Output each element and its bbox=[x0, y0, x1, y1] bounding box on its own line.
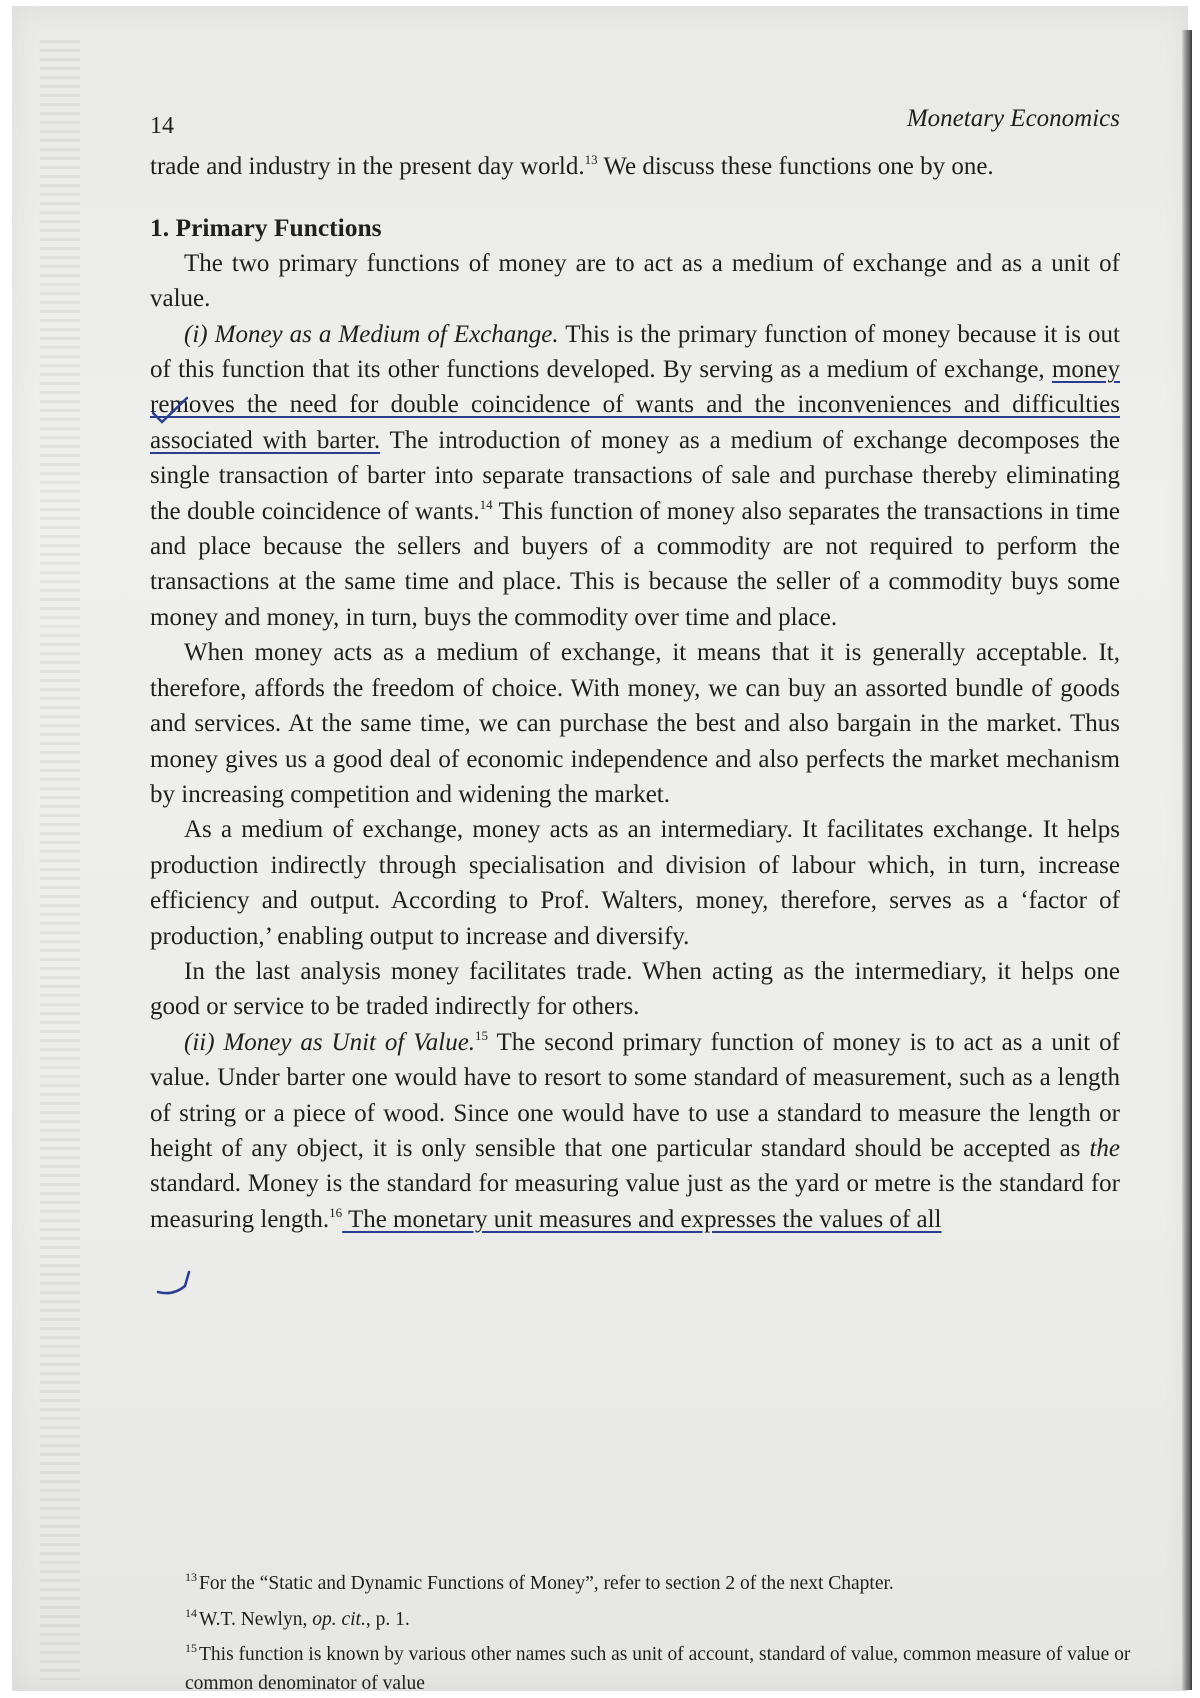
section-heading: 1. Primary Functions bbox=[150, 213, 382, 243]
pen-check-mark-icon bbox=[150, 395, 190, 425]
footnote-ref: 16 bbox=[329, 1204, 343, 1220]
book-page bbox=[150, 105, 1140, 1237]
pen-underline-text: money removes the need for double coincidence of wants and the inconveniences and difficulties associated with barter. bbox=[150, 356, 1120, 454]
footnote-ref: 15 bbox=[475, 1027, 489, 1043]
page-header bbox=[150, 105, 1140, 149]
paragraph-trade: In the last analysis money facilitates trade. When acting as the intermediary, it helps one good or service to be traded indirectly for others. bbox=[150, 957, 1120, 1021]
pen-tick-mark-icon bbox=[155, 1268, 195, 1298]
pen-underline-text: The monetary unit measures and expresses the values of all bbox=[342, 1205, 942, 1233]
footnote-15: $^{15}$ This function is known by various other names such as unit of account, standard of value, common measure of value or common denominator of value bbox=[185, 1641, 1131, 1694]
footnote-ref: 14 bbox=[479, 496, 493, 512]
subsection-title: (i) Money as a Medium of Exchange. bbox=[184, 320, 559, 348]
running-head: Monetary Economics bbox=[906, 105, 1120, 132]
subsection-title: (ii) Money as Unit of Value. bbox=[184, 1028, 476, 1056]
paragraph-continuation: trade and industry in the present day world.$^{13}$ We discuss these functions one by one. bbox=[150, 152, 994, 180]
page-body bbox=[150, 149, 1120, 1237]
footnote-14: $^{14}$ W.T. Newlyn, op. cit., p. 1. bbox=[185, 1605, 410, 1630]
page-edge-shadow bbox=[1182, 30, 1192, 1690]
paragraph-unit-of-value: (ii) Money as Unit of Value.$^{15}$ The second primary function of money is to act as a unit of value. Under barter one would have to resort to some standard of measurement, such as a length of string or a piece of wood. Since one would have to use a standard to measure the length or height of any object, it is only sensible that one particular standard should be accepted as the standard. Money is the standard for measuring value just as the yard or metre is the standard for measuring length.$^{16}$ The monetary unit measures and expresses the values of all bbox=[150, 1027, 1120, 1233]
footnote-ref: 13 bbox=[584, 152, 598, 167]
paragraph-primary-functions: The two primary functions of money are to act as a medium of exchange and as a unit of value. bbox=[150, 249, 1120, 313]
paragraph-acceptability: When money acts as a medium of exchange, it means that it is generally acceptable. It, therefore, affords the freedom of choice. With money, we can buy an assorted bundle of goods and services. At the same time, we can purchase the best and also bargain in the market. Thus money gives us a good deal of economic independence and also perfects the market mechanism by increasing competition and widening the market. bbox=[150, 639, 1120, 808]
page-number: 14 bbox=[150, 113, 174, 139]
binding-edge bbox=[40, 40, 80, 1680]
paragraph-intermediary: As a medium of exchange, money acts as an intermediary. It facilitates exchange. It helps production indirectly through specialisation and division of labour which, in turn, increase efficiency and output. According to Prof. Walters, money, therefore, serves as a ‘factor of production,’ enabling output to increase and diversify. bbox=[150, 816, 1120, 950]
footnotes bbox=[185, 1563, 1145, 1698]
footnote-13: $^{13}$ For the “Static and Dynamic Functions of Money”, refer to section 2 of the next Chapter. bbox=[185, 1570, 894, 1594]
paragraph-medium-of-exchange: (i) Money as a Medium of Exchange. This is the primary function of money because it is out of this function that its other functions developed. By serving as a medium of exchange, money removes the need for double coincidence of wants and the inconveniences and difficulties associated with barter. The introduction of money as a medium of exchange decomposes the single transaction of barter into separate transactions of sale and purchase thereby eliminating the double coincidence of wants.$^{14}$ This function of money also separates the transactions in time and place because the sellers and buyers of a commodity are not required to perform the transactions at the same time and place. This is because the seller of a commodity buys some money and money, in turn, buys the commodity over time and place. bbox=[150, 320, 1121, 631]
